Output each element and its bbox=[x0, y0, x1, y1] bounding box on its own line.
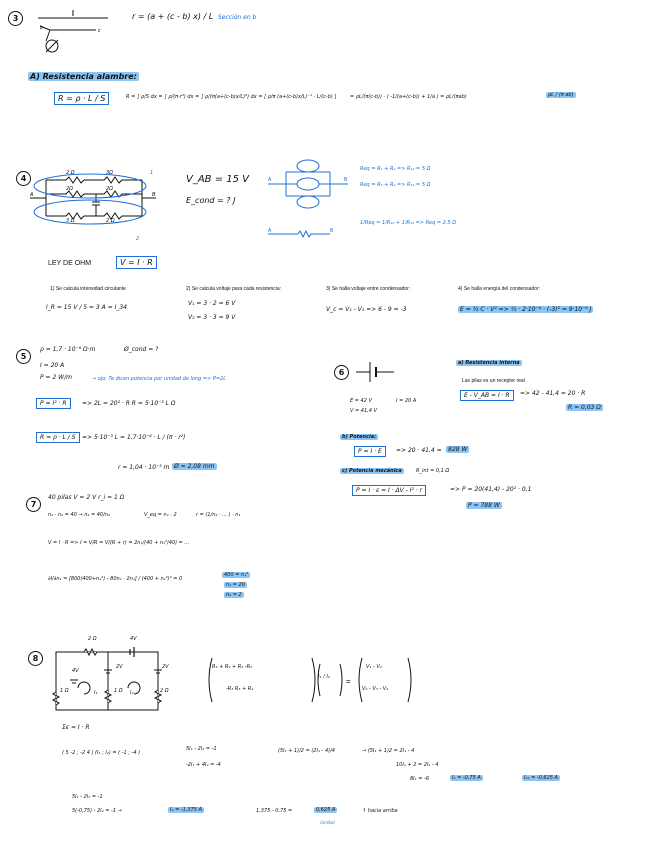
matrix-row-1: R₁ + R₂ + R₃ -R₃ bbox=[212, 664, 253, 670]
given-values-7: 40 pilas V = 2 V r_i = 1 Ω bbox=[48, 494, 125, 501]
step2-calc-a: V₁ = 3 · 2 = 6 V bbox=[188, 300, 236, 307]
mesh-circuit-diagram bbox=[46, 640, 176, 716]
veq-relation: V_eq = n₁ · 2 bbox=[144, 512, 177, 518]
problem-number-6: 6 bbox=[334, 365, 349, 380]
equivalent-circuit-diagram bbox=[268, 154, 348, 250]
step2-calc-b: V₂ = 3 · 3 = 9 V bbox=[188, 314, 236, 321]
mech-power-title: c) Potencia mecánica bbox=[342, 468, 402, 474]
cone-wire-diagram bbox=[38, 6, 118, 56]
direction-note: ↑ hacia arriba bbox=[362, 808, 398, 814]
problem-number-7: 7 bbox=[26, 497, 41, 512]
mech-power-result: P = 788 W bbox=[468, 502, 500, 509]
solve-step-b: → (5I₁ + 1)2 = 2I₁ - 4 bbox=[362, 748, 415, 754]
current-expression: V = I · R => I = V/R = V/(R + r) = 2n₁/(40 + n₁²/40) = ... bbox=[48, 540, 190, 546]
svg-text:c: c bbox=[98, 28, 101, 34]
battery-symbol bbox=[356, 360, 396, 384]
resistance-formula-box: R = ρ · L / S bbox=[54, 92, 109, 105]
radius-formula: r = (a + (c - b) x) / L bbox=[132, 12, 214, 21]
power-title-6: b) Potencia: bbox=[342, 434, 377, 440]
internal-res-title: a) Resistencia interna bbox=[458, 360, 520, 366]
r-label-top: 2 Ω bbox=[88, 636, 97, 642]
resistance-integral-tail: = ρL/(π(c-b)) · ( -1/(a+(c-b)) + 1/a ) = ρL/(πab) bbox=[350, 94, 467, 100]
matrix-rhs-2: V₂ - V₃ - V₄ bbox=[362, 686, 389, 692]
current-value-6: I = 20 A bbox=[396, 398, 417, 404]
back-sub-a: 5I₁ - 2I₂ = -1 bbox=[72, 794, 103, 800]
svg-text:B: B bbox=[344, 177, 348, 183]
power-formula-box-6: P = I · E bbox=[354, 446, 386, 457]
matrix-rhs-1: V₁ - V₂ bbox=[366, 664, 382, 670]
rho-value: ρ = 1,7 · 10⁻⁸ Ω·m bbox=[40, 346, 96, 353]
problem-number-8: 8 bbox=[28, 651, 43, 666]
system-eq-a: 5I₁ - 2I₂ = -1 bbox=[186, 746, 217, 752]
solve-step-a: (5I₁ + 1)/2 = (2I₁ - 4)/4 bbox=[278, 748, 335, 754]
svg-text:B: B bbox=[330, 228, 334, 234]
econd-question: E_cond = ? J bbox=[186, 196, 236, 205]
svg-text:=: = bbox=[346, 677, 351, 686]
req-relation-7: r = (1/n₂ · ... ) · n₁ bbox=[196, 512, 241, 518]
result-3-7: n₂ = 2 bbox=[226, 592, 242, 598]
current-value: I = 20 A bbox=[40, 362, 65, 369]
i2-result: I₂ = -1,375 A bbox=[170, 807, 202, 813]
mech-power-equation: => P = 20(41,4) - 20² · 0,1 bbox=[450, 486, 532, 493]
svg-text:A: A bbox=[268, 177, 272, 183]
r-label-3: 2Ω bbox=[66, 186, 74, 192]
req-line-1: Req = R₁ + R₂ => R₁₂ = 5 Ω bbox=[360, 166, 431, 172]
internal-res-result: R = 0,03 Ω bbox=[568, 404, 601, 411]
req-line-3: 1/Req = 1/R₁₂ + 1/R₃₄ => Req = 2,5 Ω bbox=[360, 220, 457, 226]
step1-calc: I_R = 15 V / 5 = 3 A = I_34 bbox=[46, 304, 127, 311]
problem-number-3: 3 bbox=[8, 11, 23, 26]
v-label-left: 4V bbox=[72, 668, 79, 674]
resistance-equation-5: => 5·10⁻³ L = 1,7·10⁻⁸ · L / (π · r²) bbox=[82, 434, 186, 441]
resistance-title: A) Resistencia alambre: bbox=[30, 72, 137, 81]
system-eq-b: -2I₁ + 4I₂ = -4 bbox=[186, 762, 221, 768]
svg-text:B: B bbox=[152, 192, 156, 198]
solve-step-d: 8I₁ = -6 bbox=[410, 776, 430, 782]
back-sub-b: 5(-0,75) - 2I₂ = -1 → bbox=[72, 808, 122, 814]
mesh-current-2: I₂ bbox=[130, 690, 134, 696]
receptor-note: Las pilas es un receptor real bbox=[462, 378, 525, 384]
step3-calc: V_c = V₁ - V₂ => 6 - 9 = -3 bbox=[326, 306, 407, 313]
step2-title: 2) Se calcula voltaje para cada resistencia: bbox=[186, 286, 282, 292]
power-value: P = 2 W/m bbox=[40, 374, 72, 381]
result-2-7: n₁ = 20 bbox=[226, 582, 245, 588]
mesh-current-1: I₁ bbox=[94, 690, 98, 696]
power-note: → ojo: Te dicen potencia por unidad de long => P=2L bbox=[92, 376, 227, 382]
series-parallel-relation: n₁ · n₂ = 40 → n₁ = 40/n₂ bbox=[48, 512, 110, 518]
diameter-result: Ø = 2,08 mm bbox=[174, 463, 215, 470]
power-equation: => 2L = 20² · R R = 5·10⁻³ L Ω bbox=[82, 400, 176, 407]
i2-label-result: I₂₁ = -0,625 A bbox=[524, 775, 558, 781]
req-line-2: Req = R₃ + R₄ => R₃₄ = 5 Ω bbox=[360, 182, 431, 188]
v-label-mid: 2V bbox=[116, 664, 123, 670]
r-label-6: 2 Ω bbox=[106, 218, 115, 224]
vab-value: V_AB = 15 V bbox=[186, 174, 250, 185]
difference-note: (arriba) bbox=[320, 820, 335, 825]
internal-res-given: R_int = 0,1 Ω bbox=[416, 468, 450, 474]
resistance-integral: R = ∫ ρ/S dx = ∫ ρ/(π·r²) dx = ∫ ρ/(π(a+(c-b)x/L)²) dx = [ ρ/π (a+(c-b)x/L)⁻¹ · L/(c-b) ] bbox=[126, 94, 337, 100]
section-note: Sección en b bbox=[218, 14, 257, 21]
current-difference: 1,375 - 0,75 = bbox=[256, 808, 293, 814]
diameter-question: Ø_cond = ? bbox=[124, 346, 159, 353]
problem-number-4: 4 bbox=[16, 171, 31, 186]
solve-step-c: 10I₁ + 2 = 2I₁ - 4 bbox=[396, 762, 439, 768]
internal-res-formula-box: E - V_AB = I · R bbox=[460, 390, 514, 401]
v-label-right: 2V bbox=[162, 664, 169, 670]
r-label-mid: 1 Ω bbox=[114, 688, 123, 694]
svg-text:A: A bbox=[30, 192, 34, 198]
r-label-5: 3 Ω bbox=[66, 218, 75, 224]
r-label-4: 2Ω bbox=[106, 186, 114, 192]
resistance-formula-box-5: R = ρ · L / S bbox=[36, 432, 80, 443]
svg-text:b: b bbox=[40, 25, 43, 31]
power-equation-6: => 20 · 41,4 = bbox=[396, 447, 442, 454]
svg-text:A: A bbox=[268, 228, 272, 234]
r-label-right: 2 Ω bbox=[160, 688, 169, 694]
matrix-row-2: -R₃ R₃ + R₄ bbox=[226, 686, 254, 692]
radius-result: r = 1,04 · 10⁻³ m bbox=[118, 464, 170, 471]
ohm-law-title: LEY DE OHM bbox=[48, 260, 92, 267]
voltage-value-6: V = 41,4 V bbox=[350, 408, 377, 414]
r-label-left: 1 Ω bbox=[60, 688, 69, 694]
step4-calc: E = ½ C · V² => ½ · 2·10⁻⁶ · (-3)² = 9·10⁻⁶ J bbox=[460, 306, 592, 313]
node-label-2: 2 bbox=[136, 236, 140, 242]
r-label-2: 3Ω bbox=[106, 170, 114, 176]
step4-title: 4) Se halla energía del condensador: bbox=[458, 286, 541, 292]
mech-power-formula-box: P = I · ε = I · ΔV - I² · r bbox=[352, 485, 426, 496]
node-label-1: 1 bbox=[150, 170, 154, 176]
numeric-system: ( 5 -2 ; -2 4 ) (I₁ ; I₂) = ( -1 ; -4 ) bbox=[62, 750, 141, 756]
resistor-network-diagram bbox=[30, 168, 160, 240]
kirchhoff-sum: Σε = I · R bbox=[62, 724, 90, 731]
r-label-1: 2 Ω bbox=[66, 170, 75, 176]
derivative-expression: ∂I/∂n₁ = [800(400+n₁²) - 80n₁ · 2n₁] / (400 + n₁²)² = 0 bbox=[48, 576, 183, 582]
result-1-7: 400 = n₁² bbox=[224, 572, 249, 578]
v-label-top: 4V bbox=[130, 636, 137, 642]
resistance-result: ρL / (π·ab) bbox=[548, 92, 574, 98]
step1-title: 1) Se calcula intensidad circulante bbox=[50, 286, 126, 292]
current-difference-result: 0,625 A bbox=[316, 807, 336, 813]
emf-value: E = 42 V bbox=[350, 398, 372, 404]
ohm-law-box: V = I · R bbox=[116, 256, 157, 269]
i1-result: I₁ = -0,75 A bbox=[452, 775, 481, 781]
matrix-brackets bbox=[206, 656, 416, 706]
internal-res-equation: => 42 - 41,4 = 20 · R bbox=[520, 390, 586, 397]
power-formula-box: P = I² · R bbox=[36, 398, 71, 409]
step3-title: 3) Se halla voltaje entre condensador: bbox=[326, 286, 411, 292]
matrix-currents: I₁ / I₂ bbox=[318, 674, 330, 680]
problem-number-5: 5 bbox=[16, 349, 31, 364]
power-result-6: 828 W bbox=[448, 446, 468, 453]
